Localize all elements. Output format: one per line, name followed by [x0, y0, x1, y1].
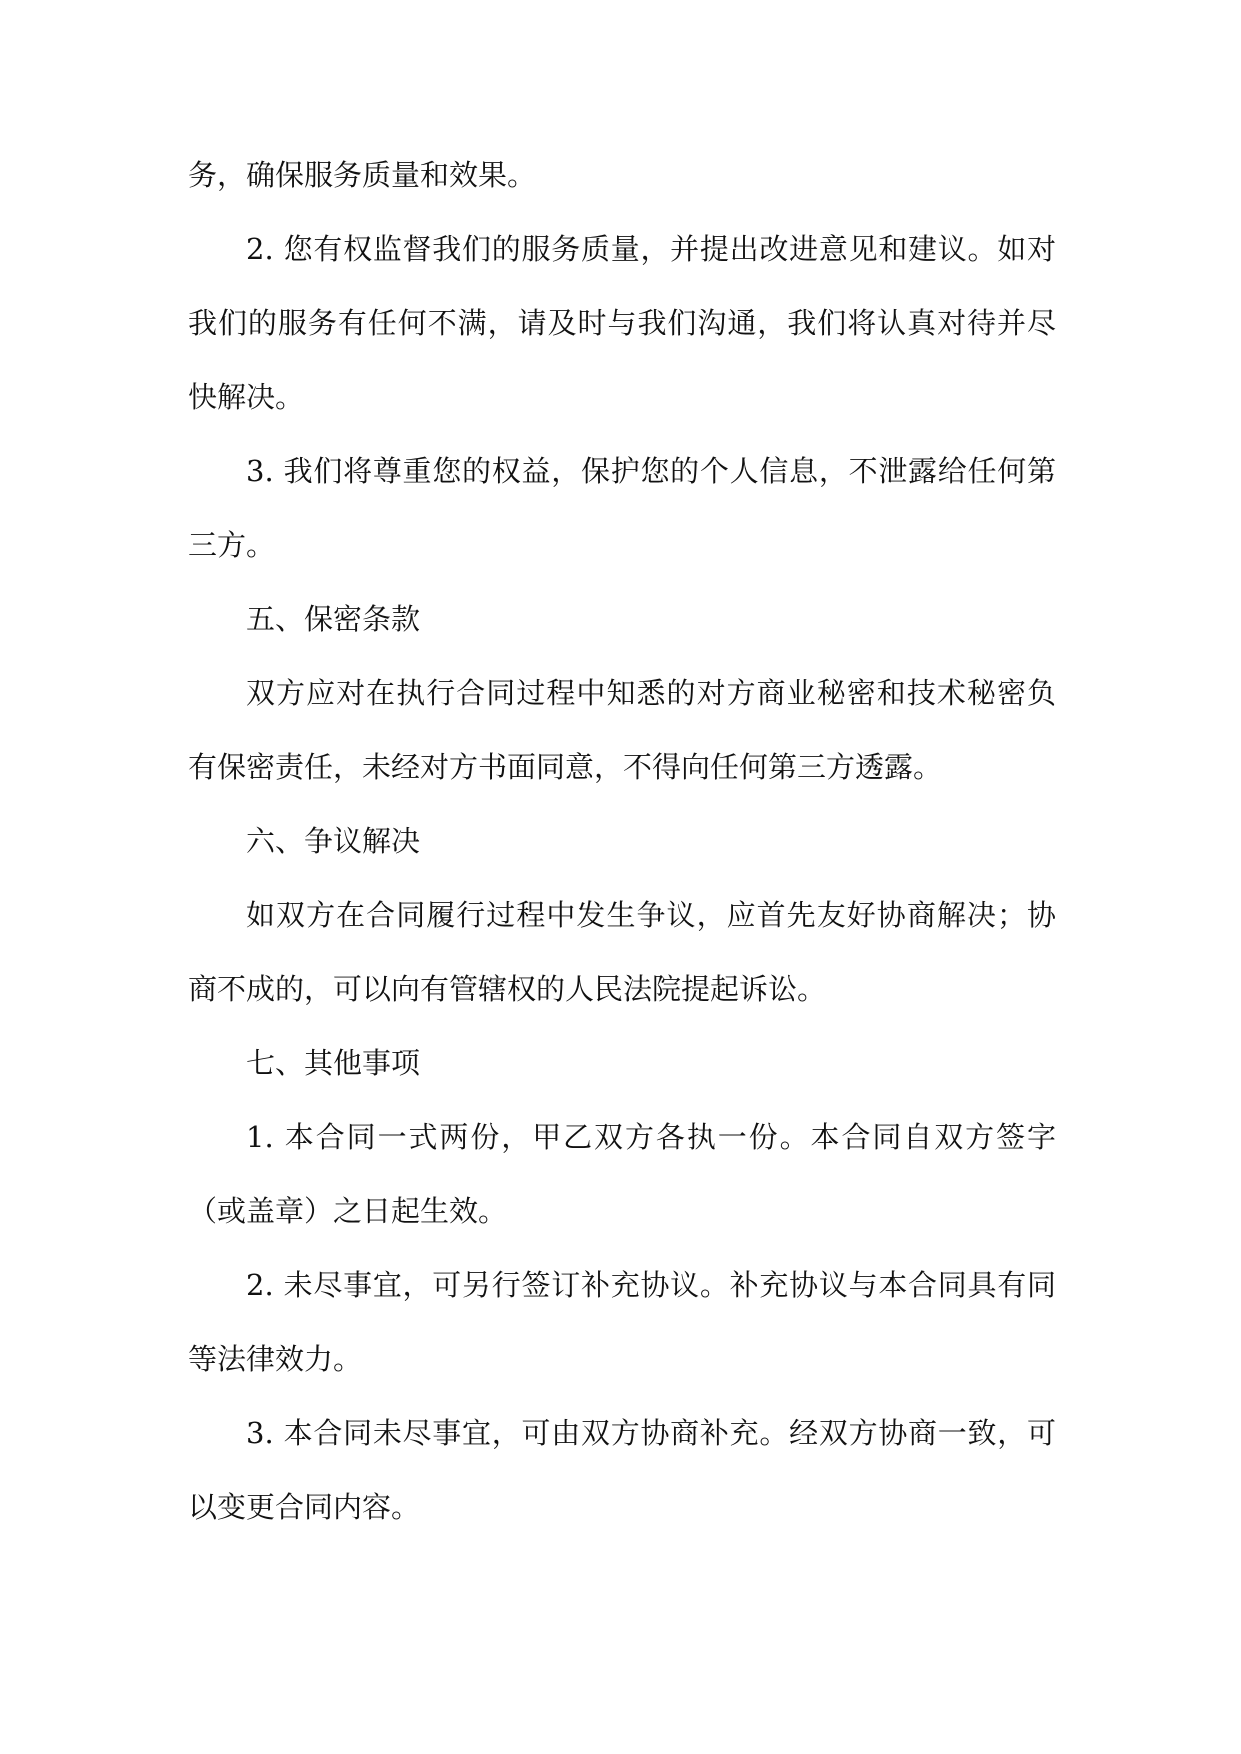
paragraph-other-matters-2: 2. 未尽事宜，可另行签订补充协议。补充协议与本合同具有同等法律效力。 — [188, 1268, 1056, 1376]
paragraph-dispute-resolution: 如双方在合同履行过程中发生争议，应首先友好协商解决；协商不成的，可以向有管辖权的人民法院提起诉讼。 — [188, 898, 1056, 1006]
paragraph-continuation: 务，确保服务质量和效果。 — [188, 158, 537, 192]
section-heading-dispute-resolution: 六、争议解决 — [246, 824, 421, 858]
document-body — [188, 138, 1056, 1544]
paragraph-confidentiality: 双方应对在执行合同过程中知悉的对方商业秘密和技术秘密负有保密责任，未经对方书面同意，不得向任何第三方透露。 — [188, 676, 1056, 784]
paragraph-other-matters-3: 3. 本合同未尽事宜，可由双方协商补充。经双方协商一致，可以变更合同内容。 — [188, 1416, 1056, 1524]
paragraph-clause-4-2: 2. 您有权监督我们的服务质量，并提出改进意见和建议。如对我们的服务有任何不满，请及时与我们沟通，我们将认真对待并尽快解决。 — [188, 232, 1056, 414]
section-heading-other-matters: 七、其他事项 — [246, 1046, 421, 1080]
section-heading-confidentiality: 五、保密条款 — [246, 602, 421, 636]
paragraph-other-matters-1: 1. 本合同一式两份，甲乙双方各执一份。本合同自双方签字（或盖章）之日起生效。 — [188, 1120, 1056, 1228]
paragraph-clause-4-3: 3. 我们将尊重您的权益，保护您的个人信息，不泄露给任何第三方。 — [188, 454, 1056, 562]
